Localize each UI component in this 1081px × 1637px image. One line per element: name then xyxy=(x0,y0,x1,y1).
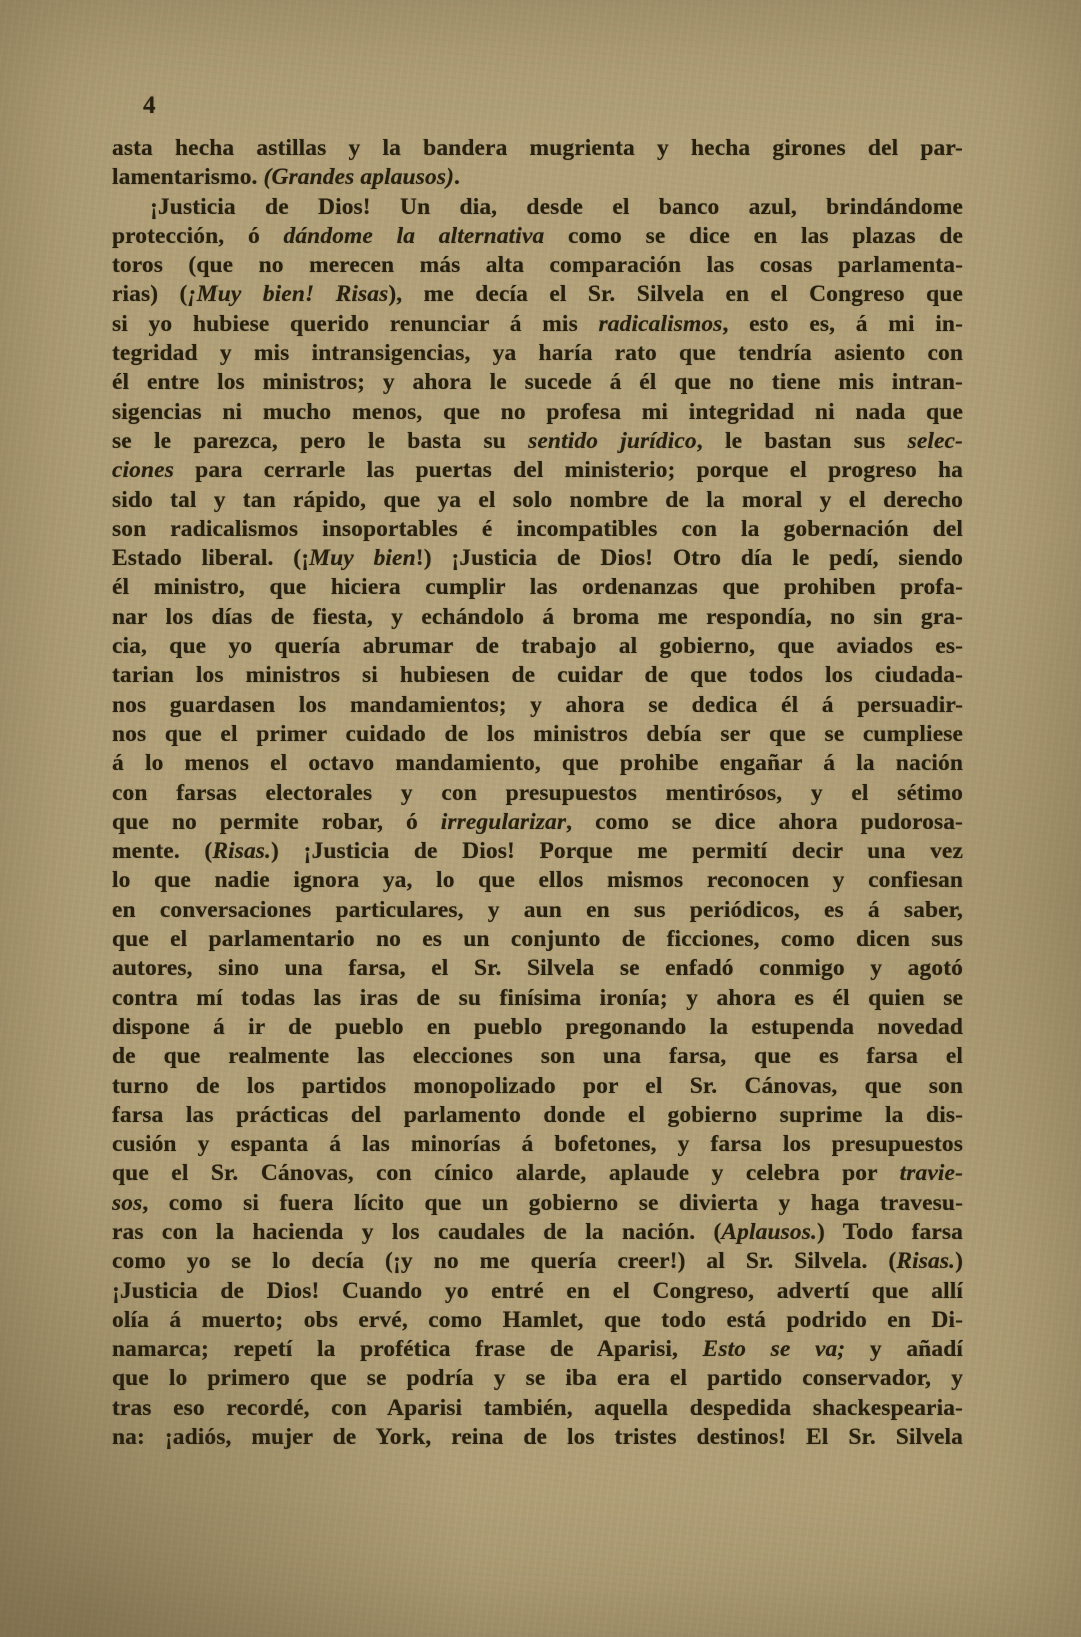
text-line xyxy=(112,398,963,427)
text-segment: él ministro, que hiciera cumplir las ordenanzas que prohiben profa- xyxy=(112,574,963,601)
text-segment: asta hecha astillas y la bandera mugrienta y hecha girones del par- xyxy=(112,135,963,161)
text-line xyxy=(112,222,963,251)
text-line xyxy=(112,1394,963,1423)
text-segment: si yo hubiese querido renunciar á mis xyxy=(112,310,599,337)
text-line xyxy=(112,1277,963,1306)
text-line xyxy=(112,837,963,866)
text-segment: toros (que no merecen más alta comparación las cosas parlamenta- xyxy=(112,252,963,279)
text-line xyxy=(112,1101,963,1130)
text-segment: ), me decía el Sr. Silvela en el Congreso que xyxy=(388,281,963,308)
text-line xyxy=(112,1013,963,1042)
text-segment: para cerrarle las puertas del ministerio; porque el progreso ha xyxy=(173,457,963,484)
text-segment: !) ¡Justicia de Dios! Otro día le pedí, siendo xyxy=(415,545,963,572)
text-segment: , esto es, á mi in- xyxy=(722,310,963,337)
text-segment: protección, ó xyxy=(112,222,284,249)
italic-text-segment: selec- xyxy=(907,427,963,454)
italic-text-segment: sos xyxy=(112,1189,143,1216)
text-line xyxy=(112,573,963,602)
text-segment: nar los días de fiesta, y echándolo á broma me respondía, no sin gra- xyxy=(112,603,963,630)
text-segment: autores, sino una farsa, el Sr. Silvela se enfadó conmigo y agotó xyxy=(112,955,963,982)
text-line xyxy=(112,954,963,983)
text-segment: namarca; repetí la profética frase de Aparisi, xyxy=(112,1336,703,1363)
text-line xyxy=(112,280,963,309)
text-segment: turno de los partidos monopolizado por el Sr. Cánovas, que son xyxy=(112,1072,963,1099)
text-line xyxy=(112,163,963,192)
text-segment: con farsas electorales y con presupuestos mentirósos, y el sétimo xyxy=(112,779,963,806)
italic-text-segment: Aplausos. xyxy=(721,1218,817,1245)
text-segment: ) xyxy=(955,1248,963,1275)
text-segment: farsa las prácticas del parlamento donde el gobierno suprime la dis- xyxy=(112,1101,963,1128)
text-segment: , como si fuera lícito que un gobierno se divierta y haga travesu- xyxy=(142,1189,963,1216)
text-line xyxy=(112,866,963,895)
italic-text-segment: Risas. xyxy=(896,1248,956,1275)
italic-text-segment: Risas. xyxy=(212,838,272,865)
text-segment: que no permite robar, ó xyxy=(112,808,441,835)
text-segment: que el parlamentario no es un conjunto de ficciones, como dicen sus xyxy=(112,926,963,953)
italic-text-segment: ¡Muy bien! Risas xyxy=(187,281,389,308)
text-segment: en conversaciones particulares, y aun en sus periódicos, es á saber, xyxy=(112,896,963,923)
text-line xyxy=(112,310,963,339)
text-segment: tegridad y mis intransigencias, ya haría rato que tendría asiento con xyxy=(112,340,963,367)
text-segment: Estado liberal. (¡ xyxy=(112,545,310,572)
italic-text-segment: travie- xyxy=(899,1160,963,1187)
text-segment: son radicalismos insoportables é incompatibles con la gobernación del xyxy=(112,515,963,542)
text-segment: dispone á ir de pueblo en pueblo pregonando la estupenda novedad xyxy=(112,1013,963,1040)
italic-text-segment: Esto se va; xyxy=(702,1336,846,1363)
text-segment: ) Todo farsa xyxy=(817,1218,963,1245)
italic-text-segment: ciones xyxy=(112,457,174,484)
italic-text-segment: Muy bien xyxy=(309,545,416,572)
text-line xyxy=(112,1130,963,1159)
text-line xyxy=(112,632,963,661)
text-line xyxy=(112,515,963,544)
text-line xyxy=(112,1423,963,1452)
text-segment: rias) ( xyxy=(112,281,188,308)
text-segment: ras con la hacienda y los caudales de la nación. ( xyxy=(112,1218,722,1245)
text-segment: olía á muerto; obs ervé, como Hamlet, que todo está podrido en Di- xyxy=(112,1306,963,1333)
text-line xyxy=(112,661,963,690)
text-line xyxy=(112,339,963,368)
text-line xyxy=(112,486,963,515)
text-line xyxy=(112,691,963,720)
text-line xyxy=(112,1159,963,1188)
text-line xyxy=(112,749,963,778)
text-segment: , como se dice ahora pudorosa- xyxy=(566,808,963,835)
text-segment: de que realmente las elecciones son una farsa, que es farsa el xyxy=(112,1043,963,1070)
text-line xyxy=(112,779,963,808)
text-segment: ¡Justicia de Dios! Un dia, desde el banco azul, brindándome xyxy=(150,193,963,220)
text-line xyxy=(112,544,963,573)
text-line xyxy=(112,1218,963,1247)
text-line xyxy=(112,925,963,954)
text-line xyxy=(112,720,963,749)
text-line xyxy=(112,134,963,163)
italic-text-segment: radicalismos xyxy=(598,310,723,337)
text-segment: nos guardasen los mandamientos; y ahora se dedica él á persuadir- xyxy=(112,691,963,718)
text-segment: que lo primero que se podría y se iba era el partido conservador, y xyxy=(112,1365,963,1392)
italic-text-segment: irregularizar xyxy=(440,808,567,835)
text-line xyxy=(112,808,963,837)
text-segment: que el Sr. Cánovas, con cínico alarde, aplaude y celebra por xyxy=(112,1160,900,1187)
text-line xyxy=(112,193,963,222)
text-line xyxy=(112,1306,963,1335)
text-segment: sigencias ni mucho menos, que no profesa mi integridad ni nada que xyxy=(112,398,963,425)
text-segment: contra mí todas las iras de su finísima ironía; y ahora es él quien se xyxy=(112,984,963,1011)
text-segment: nos que el primer cuidado de los ministros debía ser que se cumpliese xyxy=(112,720,963,747)
text-segment: na: ¡adiós, mujer de York, reina de los tristes destinos! El Sr. Silvela xyxy=(112,1424,963,1451)
page-number: 4 xyxy=(143,92,156,119)
text-segment: ) ¡Justicia de Dios! Porque me permití decir una vez xyxy=(271,838,963,865)
text-line xyxy=(112,1072,963,1101)
text-segment: lo que nadie ignora ya, lo que ellos mismos reconocen y confiesan xyxy=(112,867,963,894)
text-line xyxy=(112,1335,963,1364)
text-segment: él entre los ministros; y ahora le sucede á él que no tiene mis intran- xyxy=(112,369,963,396)
text-line xyxy=(112,368,963,397)
text-line xyxy=(112,251,963,280)
text-segment: como yo se lo decía (¡y no me quería creer!) al Sr. Silvela. ( xyxy=(112,1248,897,1275)
text-segment: ¡Justicia de Dios! Cuando yo entré en el Congreso, advertí que allí xyxy=(112,1277,963,1304)
text-line xyxy=(112,427,963,456)
text-segment: á lo menos el octavo mandamiento, que prohibe engañar á la nación xyxy=(112,750,963,777)
text-line xyxy=(112,456,963,485)
text-segment: tras eso recordé, con Aparisi también, aquella despedida shackespearia- xyxy=(112,1394,963,1421)
text-segment: cusión y espanta á las minorías á bofetones, y farsa los presupuestos xyxy=(112,1131,963,1158)
text-segment: y añadí xyxy=(845,1336,963,1363)
italic-text-segment: sentido jurídico xyxy=(528,427,697,454)
text-line xyxy=(112,1042,963,1071)
body-text-block xyxy=(112,134,963,1452)
text-line xyxy=(112,1189,963,1218)
text-line xyxy=(112,896,963,925)
text-segment: se le parezca, pero le basta su xyxy=(112,427,529,454)
text-segment: , le bastan sus xyxy=(696,427,908,454)
text-segment: . xyxy=(454,164,460,191)
text-segment: tarian los ministros si hubiesen de cuidar de que todos los ciudada- xyxy=(112,662,963,689)
text-line xyxy=(112,984,963,1013)
text-segment: sido tal y tan rápido, que ya el solo nombre de la moral y el derecho xyxy=(112,486,963,513)
text-segment: cia, que yo quería abrumar de trabajo al gobierno, que aviados es- xyxy=(112,633,963,660)
text-segment: mente. ( xyxy=(112,838,213,865)
italic-text-segment: (Grandes aplausos) xyxy=(263,164,454,191)
italic-text-segment: dándome la alternativa xyxy=(283,222,545,249)
text-segment: como se dice en las plazas de xyxy=(544,222,963,249)
text-line xyxy=(112,1247,963,1276)
text-line xyxy=(112,603,963,632)
text-line xyxy=(112,1364,963,1393)
text-segment: lamentarismo. xyxy=(112,164,264,191)
